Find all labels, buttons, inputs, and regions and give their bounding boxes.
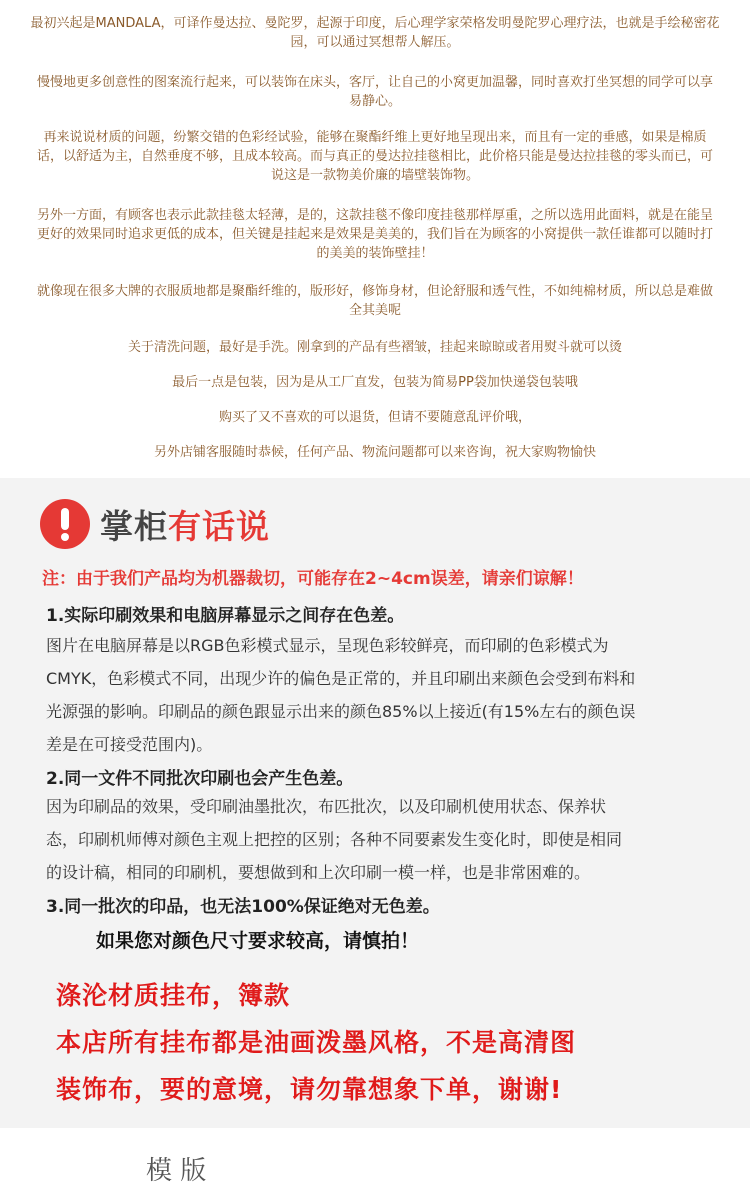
material-line: 本店所有挂布都是油画泼墨风格，不是高清图 — [56, 1028, 577, 1057]
description-paragraph: 另外一方面，有顾客也表示此款挂毯太轻薄，是的，这款挂毯不像印度挂毯那样厚重，之所以选用此面料，就是在能呈 更好的效果同时追求更低的成本，但关键是挂起来是效果是美美的，我们旨在为顾客的小窝提供一款任谁都可以随时打 的美美的装饰壁挂！ — [36, 208, 713, 261]
item2-body: 因为印刷品的效果，受印刷油墨批次，布匹批次，以及印刷机使用状态、保养状 态，印刷机师傅对颜色主观上把控的区别；各种不同要素发生变化时，即使是相同 的设计稿，相同的印刷机，要想做到和上次印刷一模一样，也是非常困难的。 — [46, 797, 623, 882]
cutting-error-note: 注：由于我们产品均为机器裁切，可能存在2~4cm误差，请亲们谅解！ — [42, 569, 584, 589]
description-paragraph: 慢慢地更多创意性的图案流行起来，可以装饰在床头，客厅，让自己的小窝更加温馨，同时喜欢打坐冥想的同学可以享 易静心。 — [36, 75, 713, 109]
item2-heading: 2.同一文件不同批次印刷也会产生色差。 — [46, 769, 354, 789]
description-paragraph: 就像现在很多大牌的衣服质地都是聚酯纤维的，版形好，修饰身材，但论舒服和透气性，不如纯棉材质，所以总是难做 全其美呢 — [36, 284, 713, 318]
item1-heading: 1.实际印刷效果和电脑屏幕显示之间存在色差。 — [46, 606, 405, 626]
item3-heading: 3.同一批次的印品，也无法100%保证绝对无色差。 — [46, 897, 440, 917]
description-paragraph: 另外店铺客服随时恭候，任何产品、物流问题都可以来咨询，祝大家购物愉快 — [153, 445, 596, 460]
description-paragraph: 再来说说材质的问题，纷繁交错的色彩经试验，能够在聚酯纤维上更好地呈现出来，而且有一定的垂感，如果是棉质 话，以舒适为主，自然垂度不够，且成本较高。而与真正的曼达拉挂毯相比，此价格只能是曼达拉挂毯的零头而已，可 说这是一款物美价廉的墙壁装饰物。 — [36, 130, 713, 183]
description-paragraph: 关于清洗问题，最好是手洗。刚拿到的产品有些褶皱，挂起来晾晾或者用熨斗就可以烫 — [127, 340, 622, 355]
notice-header — [40, 498, 270, 550]
next-section-cutoff — [0, 1128, 750, 1186]
notice-title: 掌柜有话说 — [100, 506, 270, 546]
section-title-partial: 模 版 — [146, 1156, 207, 1186]
item1-body: 图片在电脑屏幕是以RGB色彩模式显示，呈现色彩较鲜亮，而印刷的色彩模式为 CMYK，色彩模式不同，出现少许的偏色是正常的，并且印刷出来颜色会受到布料和 光源强的影响。印刷品的颜色跟显示出来的颜色85%以上接近(有15%左右的颜色误 差是在可接受范围内)。 — [46, 636, 636, 754]
caution-text: 如果您对颜色尺寸要求较高，请慎拍！ — [96, 930, 420, 952]
exclamation-circle-icon — [40, 499, 90, 549]
material-line: 涤沦材质挂布，簿款 — [56, 981, 291, 1010]
description-paragraph: 最后一点是包装，因为是从工厂直发，包装为简易PP袋加快递袋包装哦 — [172, 375, 578, 390]
product-description-section — [0, 0, 750, 478]
description-paragraph: 最初兴起是MANDALA，可译作曼达拉、曼陀罗，起源于印度，后心理学家荣格发明曼陀罗心理疗法，也就是手绘秘密花 园，可以通过冥想帮人解压。 — [30, 16, 720, 50]
description-paragraph: 购买了又不喜欢的可以退货，但请不要随意乱评价哦， — [218, 410, 531, 425]
material-line: 装饰布，要的意境，请勿靠想象下单，谢谢! — [56, 1075, 563, 1104]
